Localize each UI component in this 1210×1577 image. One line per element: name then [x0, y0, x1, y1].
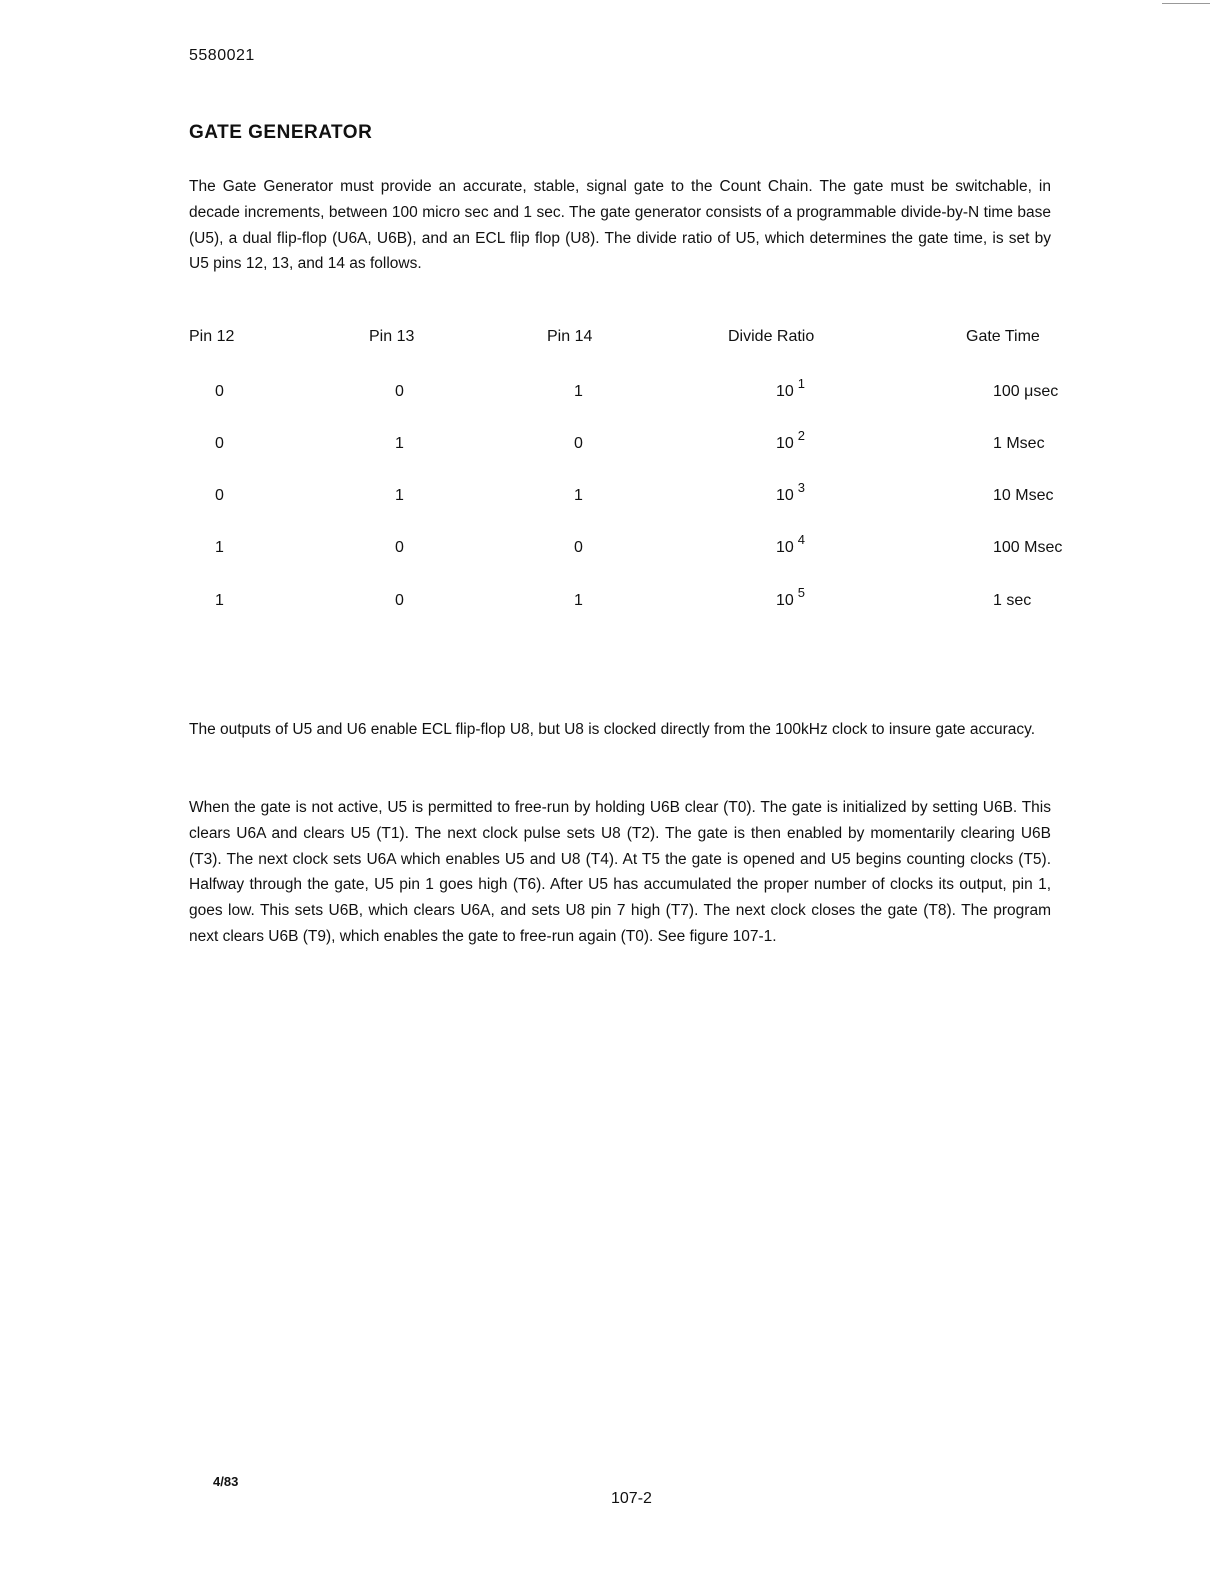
- ratio-exponent: 1: [797, 376, 806, 391]
- row-5-pin-12: 1: [215, 592, 224, 609]
- row-1-gate-time: 100 μsec: [993, 383, 1059, 400]
- document-number: 5580021: [189, 47, 255, 64]
- row-1-divide-ratio: [776, 376, 806, 401]
- row-5-pin-14: 1: [574, 592, 583, 609]
- header-divide-ratio: Divide Ratio: [728, 328, 815, 345]
- ratio-exponent: 5: [797, 585, 806, 600]
- ratio-base: 10: [776, 383, 794, 400]
- row-2-pin-13: 1: [395, 435, 404, 452]
- ratio-base: 10: [776, 435, 794, 452]
- revision-date: 4/83: [213, 1474, 239, 1489]
- row-3-pin-13: 1: [395, 487, 404, 504]
- row-2-pin-12: 0: [215, 435, 224, 452]
- row-3-divide-ratio: [776, 480, 806, 505]
- ratio-base: 10: [776, 592, 794, 609]
- divide-ratio-table: [0, 328, 1210, 628]
- row-2-divide-ratio: [776, 428, 806, 453]
- ratio-base: 10: [776, 539, 794, 556]
- row-3-gate-time: 10 Msec: [993, 487, 1054, 504]
- paragraph-clocking: The outputs of U5 and U6 enable ECL flip-flop U8, but U8 is clocked directly from the 100kHz clock to insure gate accuracy.: [189, 721, 1036, 738]
- row-5-gate-time: 1 sec: [993, 592, 1032, 609]
- page-number: 107-2: [611, 1490, 652, 1507]
- row-3-pin-12: 0: [215, 487, 224, 504]
- row-4-gate-time: 100 Msec: [993, 539, 1063, 556]
- header-pin-13: Pin 13: [369, 328, 415, 345]
- row-4-pin-14: 0: [574, 539, 583, 556]
- ratio-base: 10: [776, 487, 794, 504]
- intro-paragraph: The Gate Generator must provide an accurate, stable, signal gate to the Count Chain. The gate must be switchable, in decade increments, between 100 micro sec and 1 sec. The gate generator consists of a programmable divide-by-N time base (U5), a dual flip-flop (U6A, U6B), and an ECL flip flop (U8). The divide ratio of U5, which determines the gate time, is set by U5 pins 12, 13, and 14 as follows.: [189, 178, 1051, 273]
- row-1-pin-12: 0: [215, 383, 224, 400]
- ratio-exponent: 2: [797, 428, 806, 443]
- row-2-gate-time: 1 Msec: [993, 435, 1045, 452]
- row-4-pin-13: 0: [395, 539, 404, 556]
- header-pin-14: Pin 14: [547, 328, 593, 345]
- row-2-pin-14: 0: [574, 435, 583, 452]
- row-4-divide-ratio: [776, 532, 806, 557]
- row-1-pin-13: 0: [395, 383, 404, 400]
- ratio-exponent: 3: [797, 480, 806, 495]
- row-3-pin-14: 1: [574, 487, 583, 504]
- row-5-divide-ratio: [776, 585, 806, 610]
- corner-rule: [1162, 3, 1210, 4]
- header-gate-time: Gate Time: [966, 328, 1040, 345]
- paragraph-gate-sequence: When the gate is not active, U5 is permitted to free-run by holding U6B clear (T0). The gate is initialized by setting U6B. This clears U6A and clears U5 (T1). The next clock pulse sets U8 (T2). The gate is then enabled by momentarily clearing U6B (T3). The next clock sets U6A which enables U5 and U8 (T4). At T5 the gate is opened and U5 begins counting clocks (T5). Halfway through the gate, U5 pin 1 goes high (T6). After U5 has accumulated the proper number of clocks its output, pin 1, goes low. This sets U6B, which clears U6A, and sets U8 pin 7 high (T7). The next clock closes the gate (T8). The program next clears U6B (T9), which enables the gate to free-run again (T0). See figure 107-1.: [189, 799, 1051, 945]
- row-5-pin-13: 0: [395, 592, 404, 609]
- section-title: GATE GENERATOR: [189, 122, 373, 143]
- row-1-pin-14: 1: [574, 383, 583, 400]
- row-4-pin-12: 1: [215, 539, 224, 556]
- header-pin-12: Pin 12: [189, 328, 235, 345]
- ratio-exponent: 4: [797, 532, 806, 547]
